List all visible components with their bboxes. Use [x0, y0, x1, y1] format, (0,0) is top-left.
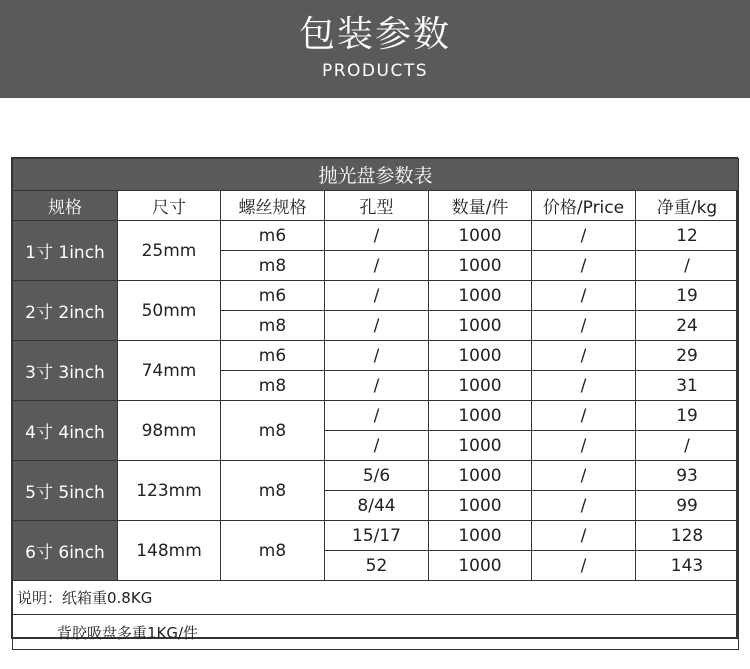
table-header-row — [13, 191, 739, 221]
price-cell: / — [532, 461, 636, 491]
header-weight: 净重/kg — [636, 191, 739, 221]
price-cell: / — [532, 221, 636, 251]
hole-cell: / — [325, 401, 429, 431]
spec-cell: 3寸 3inch — [13, 341, 118, 401]
header-banner — [0, 0, 750, 98]
spec-cell: 5寸 5inch — [13, 461, 118, 521]
quantity-cell: 1000 — [429, 431, 532, 461]
header-hole: 孔型 — [325, 191, 429, 221]
screw-cell: m6 — [221, 281, 325, 311]
hole-cell: 15/17 — [325, 521, 429, 551]
screw-cell: m8 — [221, 371, 325, 401]
table-row — [13, 221, 739, 251]
header-quantity: 数量/件 — [429, 191, 532, 221]
price-cell: / — [532, 371, 636, 401]
hole-cell: 52 — [325, 551, 429, 581]
table-row — [13, 281, 739, 311]
note-adhesive-weight: 背胶吸盘多重1KG/件 — [13, 615, 739, 650]
hole-cell: 5/6 — [325, 461, 429, 491]
weight-cell: 93 — [636, 461, 739, 491]
note-carton-weight: 说明：纸箱重0.8KG — [13, 581, 739, 615]
weight-cell: 19 — [636, 281, 739, 311]
hole-cell: / — [325, 251, 429, 281]
header-price: 价格/Price — [532, 191, 636, 221]
hole-cell: / — [325, 221, 429, 251]
quantity-cell: 1000 — [429, 491, 532, 521]
table-row — [13, 341, 739, 371]
weight-cell: 128 — [636, 521, 739, 551]
screw-cell: m6 — [221, 221, 325, 251]
weight-cell: 99 — [636, 491, 739, 521]
size-cell: 148mm — [118, 521, 221, 581]
table-title: 抛光盘参数表 — [13, 159, 739, 191]
note-row — [13, 581, 739, 615]
quantity-cell: 1000 — [429, 521, 532, 551]
price-cell: / — [532, 281, 636, 311]
size-cell: 98mm — [118, 401, 221, 461]
parameter-table — [12, 158, 739, 650]
weight-cell: / — [636, 431, 739, 461]
screw-cell: m8 — [221, 311, 325, 341]
weight-cell: 24 — [636, 311, 739, 341]
weight-cell: 12 — [636, 221, 739, 251]
size-cell: 50mm — [118, 281, 221, 341]
quantity-cell: 1000 — [429, 551, 532, 581]
hole-cell: 8/44 — [325, 491, 429, 521]
header-screw: 螺丝规格 — [221, 191, 325, 221]
spec-cell: 2寸 2inch — [13, 281, 118, 341]
price-cell: / — [532, 551, 636, 581]
weight-cell: 31 — [636, 371, 739, 401]
price-cell: / — [532, 491, 636, 521]
hole-cell: / — [325, 431, 429, 461]
header-spec: 规格 — [13, 191, 118, 221]
weight-cell: / — [636, 251, 739, 281]
table-row — [13, 521, 739, 551]
weight-cell: 19 — [636, 401, 739, 431]
note-row — [13, 615, 739, 650]
screw-cell: m8 — [221, 461, 325, 521]
quantity-cell: 1000 — [429, 461, 532, 491]
quantity-cell: 1000 — [429, 401, 532, 431]
hole-cell: / — [325, 281, 429, 311]
screw-cell: m8 — [221, 521, 325, 581]
size-cell: 25mm — [118, 221, 221, 281]
price-cell: / — [532, 311, 636, 341]
price-cell: / — [532, 401, 636, 431]
table-title-row — [13, 159, 739, 191]
quantity-cell: 1000 — [429, 371, 532, 401]
quantity-cell: 1000 — [429, 281, 532, 311]
price-cell: / — [532, 341, 636, 371]
header-size: 尺寸 — [118, 191, 221, 221]
price-cell: / — [532, 521, 636, 551]
spec-cell: 1寸 1inch — [13, 221, 118, 281]
quantity-cell: 1000 — [429, 251, 532, 281]
price-cell: / — [532, 251, 636, 281]
screw-cell: m6 — [221, 341, 325, 371]
price-cell: / — [532, 431, 636, 461]
size-cell: 123mm — [118, 461, 221, 521]
screw-cell: m8 — [221, 401, 325, 461]
spec-cell: 6寸 6inch — [13, 521, 118, 581]
page-title: 包装参数 — [298, 14, 451, 55]
quantity-cell: 1000 — [429, 221, 532, 251]
screw-cell: m8 — [221, 251, 325, 281]
size-cell: 74mm — [118, 341, 221, 401]
page-subtitle: PRODUCTS — [321, 61, 429, 81]
hole-cell: / — [325, 371, 429, 401]
quantity-cell: 1000 — [429, 311, 532, 341]
table-row — [13, 401, 739, 431]
spec-cell: 4寸 4inch — [13, 401, 118, 461]
weight-cell: 29 — [636, 341, 739, 371]
quantity-cell: 1000 — [429, 341, 532, 371]
hole-cell: / — [325, 311, 429, 341]
weight-cell: 143 — [636, 551, 739, 581]
hole-cell: / — [325, 341, 429, 371]
table-row — [13, 461, 739, 491]
